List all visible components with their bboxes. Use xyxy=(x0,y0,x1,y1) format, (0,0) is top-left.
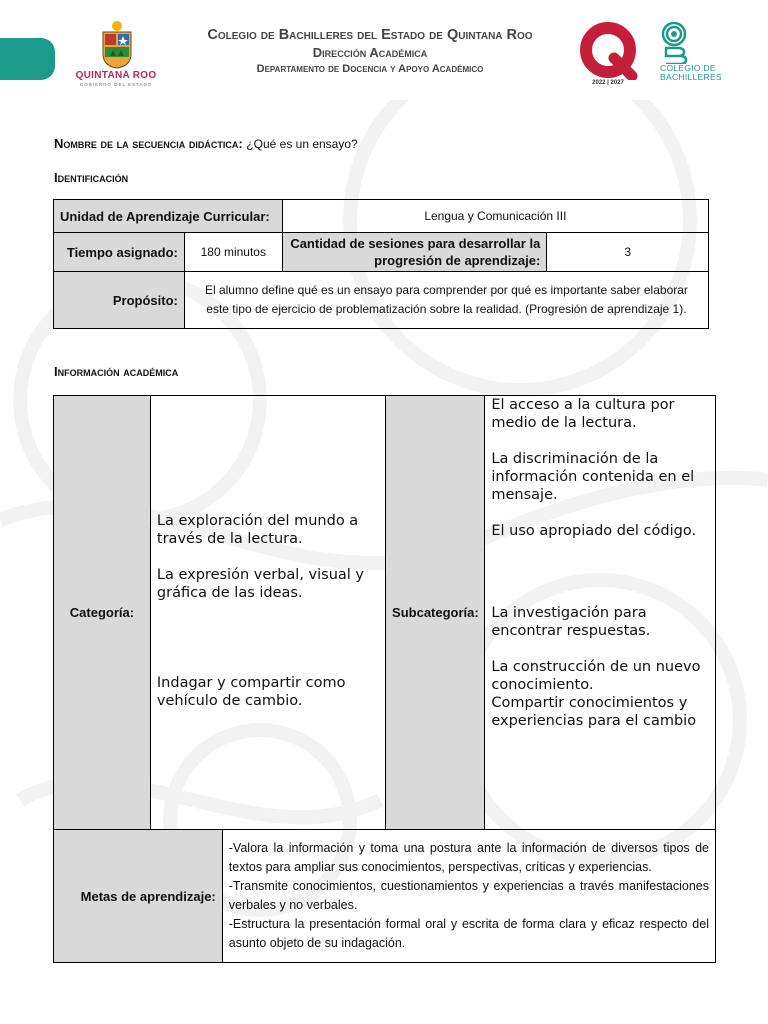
identificacion-heading: Identificación xyxy=(54,170,129,185)
state-crest-icon xyxy=(97,20,137,70)
categoria-label: Categoría: xyxy=(54,396,151,830)
subcategoria-cell xyxy=(485,396,716,830)
sesiones-value: 3 xyxy=(547,233,709,272)
categoria-item: Indagar y compartir como vehículo de cambio. xyxy=(156,675,346,709)
colegio-bachilleres-logo xyxy=(656,22,740,92)
q-logo-years: 2022 | 2027 xyxy=(592,80,624,86)
cb-spiral-icon xyxy=(660,22,690,64)
table-row xyxy=(54,396,716,830)
unidad-value: Lengua y Comunicación III xyxy=(282,200,708,233)
metas-item: -Valora la información y toma una postura ante la información de diversos tipos de textos para ampliar sus conocimientos, perspectivas, críticas y experiencias. xyxy=(228,841,709,874)
institution-title: Colegio de Bachilleres del Estado de Quintana Roo xyxy=(207,27,533,43)
categoria-cell xyxy=(150,396,386,830)
sequence-label: Nombre de la secuencia didáctica: xyxy=(54,136,243,151)
state-logo-subtitle: GOBIERNO DEL ESTADO xyxy=(79,82,153,87)
metas-cell xyxy=(222,830,715,963)
identification-table xyxy=(53,199,709,329)
subcategoria-label: Subcategoría: xyxy=(386,396,485,830)
academic-table xyxy=(53,395,716,963)
subcategoria-item: Compartir conocimientos y experiencias para el cambio xyxy=(491,695,697,729)
cb-logo-line2: BACHILLERES xyxy=(660,72,722,82)
q-logo xyxy=(578,22,644,92)
cb-logo-line1: COLEGIO DE xyxy=(660,63,716,73)
categoria-item: La exploración del mundo a través de la lectura. xyxy=(156,513,359,547)
table-row xyxy=(54,233,709,272)
metas-label: Metas de aprendizaje: xyxy=(54,830,223,963)
sequence-value: ¿Qué es un ensayo? xyxy=(246,137,358,151)
metas-item: -Estructura la presentación formal oral y escrita de forma clara y eficaz respecto del asunto objeto de su indagación. xyxy=(228,917,709,950)
cb-logo-text xyxy=(660,64,722,82)
direccion-title: Dirección Académica xyxy=(312,45,428,60)
table-row xyxy=(54,200,709,233)
academica-heading: Información académica xyxy=(54,364,179,379)
tiempo-value: 180 minutos xyxy=(184,233,282,272)
metas-item: -Transmite conocimientos, cuestionamientos y experiencias a través manifestaciones verbales y no verbales. xyxy=(228,879,709,912)
proposito-value: El alumno define qué es un ensayo para comprender por qué es importante saber elaborar este tipo de ejercicio de problematización sobre la realidad. (Progresión de aprendizaje 1). xyxy=(184,272,708,329)
header-titles xyxy=(170,26,570,77)
subcategoria-item: El uso apropiado del código. xyxy=(491,523,697,539)
subcategoria-item: El acceso a la cultura por medio de la lectura. xyxy=(491,397,675,431)
subcategoria-item: La investigación para encontrar respuestas. xyxy=(491,605,651,639)
categoria-item: La expresión verbal, visual y gráfica de las ideas. xyxy=(156,567,365,601)
subcategoria-item: La construcción de un nuevo conocimiento. xyxy=(491,659,701,693)
sesiones-label: Cantidad de sesiones para desarrollar la progresión de aprendizaje: xyxy=(282,233,547,272)
sequence-name xyxy=(54,136,358,151)
table-row xyxy=(54,830,716,963)
state-logo-name: QUINTANA ROO xyxy=(75,70,157,81)
quintana-roo-logo xyxy=(74,20,158,92)
tiempo-label: Tiempo asignado: xyxy=(54,233,185,272)
proposito-label: Propósito: xyxy=(54,272,185,329)
subcategoria-item: La discriminación de la información contenida en el mensaje. xyxy=(491,451,695,503)
accent-tab xyxy=(0,38,55,80)
departamento-title: Departamento de Docencia y Apoyo Académico xyxy=(256,63,484,75)
table-row xyxy=(54,272,709,329)
q-logo-icon xyxy=(578,22,638,80)
unidad-label: Unidad de Aprendizaje Curricular: xyxy=(54,200,283,233)
